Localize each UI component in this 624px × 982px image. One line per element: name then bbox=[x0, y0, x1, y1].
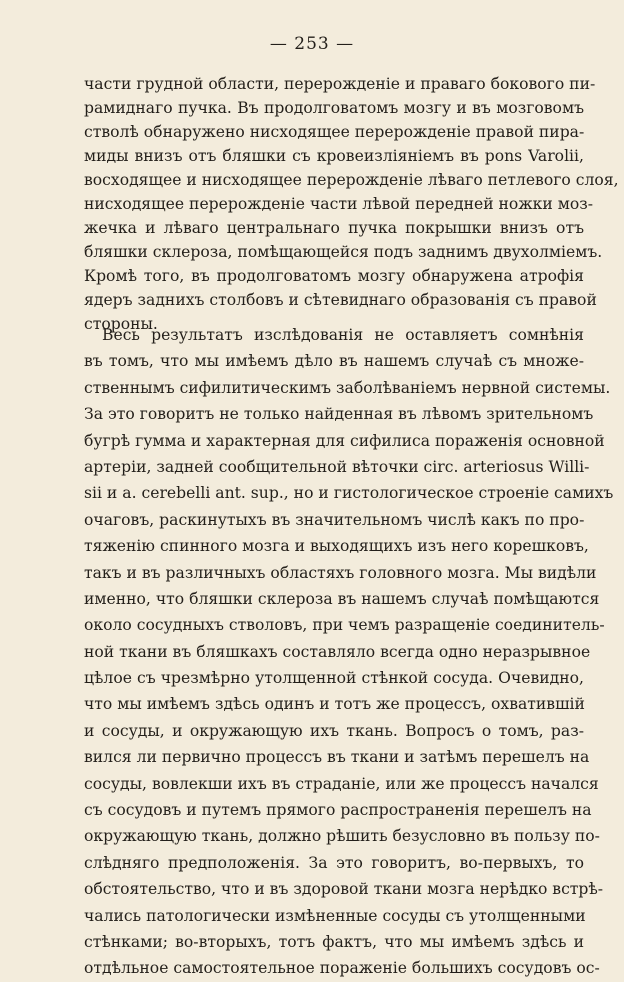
text-line: около сосудныхъ стволовъ, при чемъ разращеніе соединитель- bbox=[84, 616, 605, 635]
paragraph-body bbox=[84, 322, 614, 982]
text-line: части грудной области, перерожденіе и праваго бокового пи- bbox=[84, 75, 596, 93]
text-line: цѣлое съ чрезмѣрно утолщенной стѣнкой сосуда. Очевидно, bbox=[84, 669, 584, 688]
text-line: стороны. bbox=[84, 315, 158, 333]
text-line: бляшки склероза, помѣщающейся подъ заднимъ двухолміемъ. bbox=[84, 243, 603, 261]
text-line: стѣнками; во-вторыхъ, тотъ фактъ, что мы имѣемъ здѣсь и bbox=[84, 932, 584, 951]
text-line: Кромѣ того, въ продолговатомъ мозгу обнаружена атрофія bbox=[84, 267, 584, 285]
text-line: чались патологически измѣненные сосуды съ утолщенными bbox=[84, 906, 586, 925]
text-line: жечка и лѣваго центральнаго пучка покрышки внизъ отъ bbox=[84, 219, 584, 237]
text-line: тяженію спинного мозга и выходящихъ изъ него корешковъ, bbox=[84, 537, 589, 556]
text-line: стволѣ обнаружено нисходящее перерожденіе правой пира- bbox=[84, 123, 585, 141]
text-line: восходящее и нисходящее перерожденіе лѣваго петлевого слоя, bbox=[84, 171, 619, 189]
text-line: что мы имѣемъ здѣсь одинъ и тотъ же процессъ, охватившій bbox=[84, 695, 585, 714]
text-line: сосуды, вовлекши ихъ въ страданіе, или же процессъ начался bbox=[84, 774, 599, 793]
text-line: За это говоритъ не только найденная въ лѣвомъ зрительномъ bbox=[84, 405, 594, 424]
text-line: окружающую ткань, должно рѣшить безусловно въ пользу по- bbox=[84, 827, 600, 846]
text-line: ственнымъ сифилитическимъ заболѣваніемъ нервной системы. bbox=[84, 378, 611, 397]
text-line: нисходящее перерожденіе части лѣвой передней ножки моз- bbox=[84, 195, 594, 213]
page-number: — 253 — bbox=[269, 34, 355, 54]
text-line: съ сосудовъ и путемъ прямого распространенія перешелъ на bbox=[84, 801, 592, 820]
text-line: въ томъ, что мы имѣемъ дѣло въ нашемъ случаѣ съ множе- bbox=[84, 352, 584, 371]
text-line: отдѣльное самостоятельное пораженіе большихъ сосудовъ ос- bbox=[84, 959, 600, 978]
text-line: рамиднаго пучка. Въ продолговатомъ мозгу и въ мозговомъ bbox=[84, 99, 584, 117]
text-line: и сосуды, и окружающую ихъ ткань. Вопросъ о томъ, раз- bbox=[84, 721, 584, 740]
text-line: артеріи, задней сообщительной вѣточки circ. arteriosus Willi- bbox=[84, 457, 590, 476]
paragraph-continued bbox=[84, 72, 619, 336]
text-line: именно, что бляшки склероза въ нашемъ случаѣ помѣщаются bbox=[84, 589, 600, 608]
text-line: слѣдняго предположенія. За это говоритъ, во-первыхъ, то bbox=[84, 853, 584, 872]
text-line: sii и a. cerebelli ant. sup., но и гистологическое строеніе самихъ bbox=[84, 484, 614, 503]
text-line: бугрѣ гумма и характерная для сифилиса пораженія основной bbox=[84, 431, 605, 450]
text-line: обстоятельство, что и въ здоровой ткани мозга нерѣдко встрѣ- bbox=[84, 880, 604, 899]
text-line: вился ли первично процессъ въ ткани и затѣмъ перешелъ на bbox=[84, 748, 590, 767]
text-line: ной ткани въ бляшкахъ составляло всегда одно неразрывное bbox=[84, 642, 591, 661]
text-line: Весь результатъ изслѣдованія не оставляетъ сомнѣнія bbox=[102, 326, 584, 344]
text-line: миды внизъ отъ бляшки съ кровеизліяніемъ въ pons Varolii, bbox=[84, 147, 584, 165]
text-line: очаговъ, раскинутыхъ въ значительномъ числѣ какъ по про- bbox=[84, 510, 585, 529]
text-line: ядеръ заднихъ столбовъ и сѣтевиднаго образованія съ правой bbox=[84, 291, 597, 309]
text-line: такъ и въ различныхъ областяхъ головного мозга. Мы видѣли bbox=[84, 563, 597, 582]
